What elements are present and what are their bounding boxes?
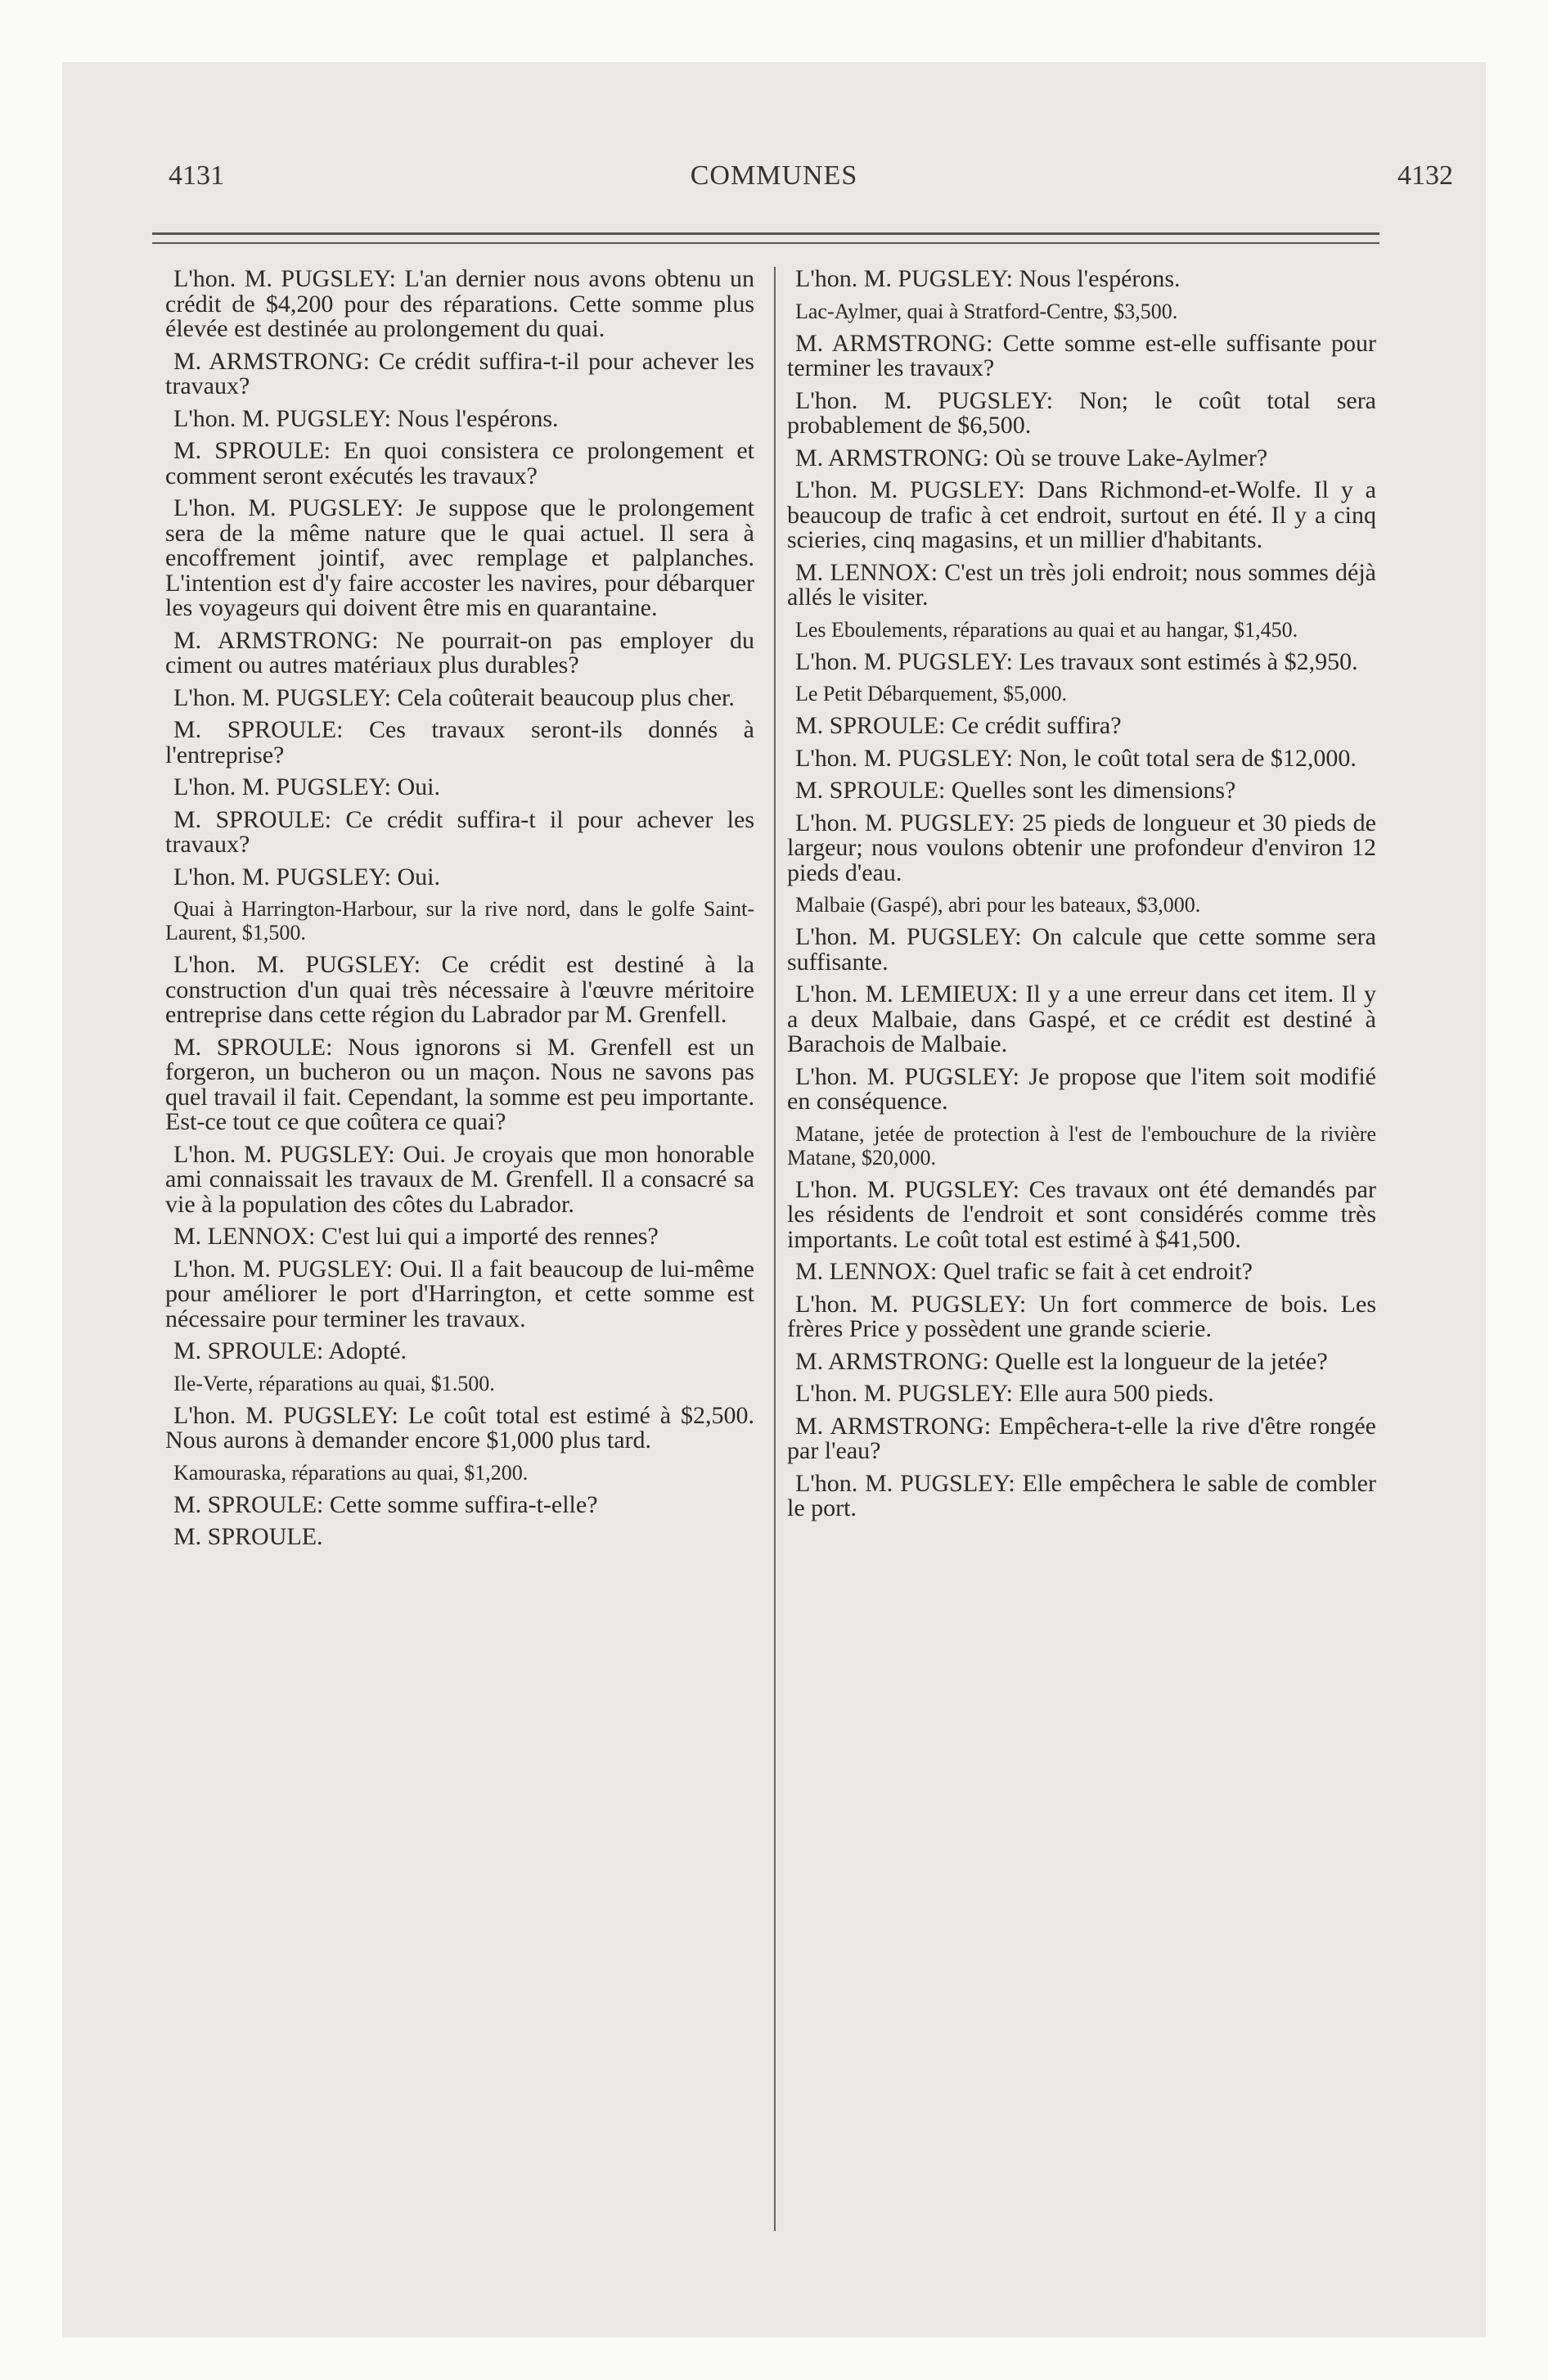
left-paragraph: L'hon. M. PUGSLEY: Le coût total est estimé à $2,500. Nous aurons à demander encore $1,000 plus tard. <box>165 1401 754 1454</box>
right-paragraph: L'hon. M. PUGSLEY: Dans Richmond-et-Wolfe. Il y a beaucoup de trafic à cet endroit, surtout en été. Il y a cinq scieries, cinq magasins, et un millier d'habitants. <box>787 476 1376 553</box>
left-paragraph: L'hon. M. PUGSLEY: L'an dernier nous avons obtenu un crédit de $4,200 pour des réparations. Cette somme plus élevée est destinée au prolongement du quai. <box>165 265 754 342</box>
right-budget-item: Malbaie (Gaspé), abri pour les bateaux, $3,000. <box>795 893 1201 917</box>
running-title: COMMUNES <box>690 160 858 191</box>
page-number-right: 4132 <box>1397 160 1453 191</box>
right-paragraph: L'hon. M. PUGSLEY: 25 pieds de longueur et 30 pieds de largeur; nous voulons obtenir une profondeur d'environ 12 pieds d'eau. <box>787 809 1376 886</box>
right-paragraph: M. LENNOX: Quel trafic se fait à cet endroit? <box>795 1258 1253 1285</box>
right-budget-item: Le Petit Débarquement, $5,000. <box>795 682 1068 705</box>
page-number-left: 4131 <box>169 160 224 191</box>
right-paragraph: L'hon. M. PUGSLEY: Elle aura 500 pieds. <box>795 1380 1214 1407</box>
left-paragraph: L'hon. M. PUGSLEY: Oui. Je croyais que mon honorable ami connaissait les travaux de M. Grenfell. Il a consacré sa vie à la population des côtes du Labrador. <box>165 1140 754 1218</box>
left-paragraph: L'hon. M. PUGSLEY: Ce crédit est destiné à la construction d'un quai très nécessaire à l'œuvre méritoire entreprise dans cette région du Labrador par M. Grenfell. <box>165 951 754 1028</box>
right-budget-item: Lac-Aylmer, quai à Stratford-Centre, $3,500. <box>795 299 1178 323</box>
right-paragraph: L'hon. M. LEMIEUX: Il y a une erreur dans cet item. Il y a deux Malbaie, dans Gaspé, et ce crédit est destiné à Barachois de Malbaie. <box>787 980 1376 1057</box>
column-divider <box>774 267 776 2231</box>
left-budget-item: Kamouraska, réparations au quai, $1,200. <box>173 1460 529 1485</box>
right-budget-item: Matane, jetée de protection à l'est de l'embouchure de la rivière Matane, $20,000. <box>787 1121 1376 1170</box>
left-paragraph: M. SPROULE: Adopté. <box>173 1337 407 1364</box>
right-paragraph: M. SPROULE: Ce crédit suffira? <box>795 712 1122 739</box>
right-paragraph: M. SPROULE: Quelles sont les dimensions? <box>795 777 1236 804</box>
left-paragraph: M. SPROULE: En quoi consistera ce prolongement et comment seront exécutés les travaux? <box>165 437 754 489</box>
left-paragraph: M. ARMSTRONG: Ne pourrait-on pas employer du ciment ou autres matériaux plus durables? <box>165 626 754 678</box>
right-paragraph: M. ARMSTRONG: Où se trouve Lake-Aylmer? <box>795 444 1268 471</box>
right-paragraph: L'hon. M. PUGSLEY: Je propose que l'item soit modifié en conséquence. <box>787 1062 1376 1115</box>
header-rule-top <box>152 232 1379 235</box>
left-paragraph: M. SPROULE: Cette somme suffira-t-elle? <box>173 1490 598 1518</box>
page-sheet <box>62 62 1486 2337</box>
left-paragraph: L'hon. M. PUGSLEY: Nous l'espérons. <box>173 404 559 432</box>
left-paragraph: M. SPROULE: Ces travaux seront-ils donnés à l'entreprise? <box>165 716 754 769</box>
right-paragraph: L'hon. M. PUGSLEY: Les travaux sont estimés à $2,950. <box>795 647 1358 675</box>
right-paragraph: L'hon. M. PUGSLEY: Un fort commerce de bois. Les frères Price y possèdent une grande scierie. <box>787 1290 1376 1342</box>
left-paragraph: M. SPROULE. <box>173 1523 323 1550</box>
right-paragraph: M. ARMSTRONG: Quelle est la longueur de la jetée? <box>795 1347 1328 1375</box>
left-paragraph: L'hon. M. PUGSLEY: Cela coûterait beaucoup plus cher. <box>173 683 735 711</box>
left-paragraph: L'hon. M. PUGSLEY: Je suppose que le prolongement sera de la même nature que le quai actuel. Il sera à encoffrement jointif, avec remplage et palplanches. L'intention est d'y faire accoster les navires, pour débarquer les voyageurs qui doivent être mis en quarantaine. <box>165 494 754 621</box>
right-paragraph: M. ARMSTRONG: Cette somme est-elle suffisante pour terminer les travaux? <box>787 329 1376 381</box>
left-budget-item: Ile-Verte, réparations au quai, $1.500. <box>173 1371 495 1395</box>
right-budget-item: Les Eboulements, réparations au quai et au hangar, $1,450. <box>795 617 1298 642</box>
right-paragraph: L'hon. M. PUGSLEY: Elle empêchera le sable de combler le port. <box>787 1469 1376 1521</box>
right-paragraph: L'hon. M. PUGSLEY: Ces travaux ont été demandés par les résidents de l'endroit et sont considérés comme très importants. Le coût total est estimé à $41,500. <box>787 1175 1376 1253</box>
left-paragraph: L'hon. M. PUGSLEY: Oui. <box>173 863 441 890</box>
right-paragraph: L'hon. M. PUGSLEY: Non; le coût total sera probablement de $6,500. <box>787 386 1376 439</box>
left-paragraph: M. SPROULE: Ce crédit suffira-t il pour achever les travaux? <box>165 805 754 858</box>
left-paragraph: M. ARMSTRONG: Ce crédit suffira-t-il pour achever les travaux? <box>165 347 754 399</box>
right-paragraph: L'hon. M. PUGSLEY: Non, le coût total sera de $12,000. <box>795 744 1357 772</box>
right-paragraph: M. ARMSTRONG: Empêchera-t-elle la rive d'être rongée par l'eau? <box>787 1412 1376 1464</box>
page-header <box>62 160 1486 210</box>
header-rule-bottom <box>152 242 1379 244</box>
right-paragraph: L'hon. M. PUGSLEY: On calcule que cette somme sera suffisante. <box>787 923 1376 976</box>
left-paragraph: L'hon. M. PUGSLEY: Oui. Il a fait beaucoup de lui-même pour améliorer le port d'Harrington, et cette somme est nécessaire pour terminer les travaux. <box>165 1255 754 1332</box>
left-budget-item: Quai à Harrington-Harbour, sur la rive nord, dans le golfe Saint-Laurent, $1,500. <box>165 897 754 944</box>
left-paragraph: M. SPROULE: Nous ignorons si M. Grenfell est un forgeron, un bucheron ou un maçon. Nous ne savons pas quel travail il fait. Cependant, la somme est peu importante. Est-ce tout ce que coûtera ce quai? <box>165 1033 754 1135</box>
right-paragraph: M. LENNOX: C'est un très joli endroit; nous sommes déjà allés le visiter. <box>787 558 1376 611</box>
left-paragraph: M. LENNOX: C'est lui qui a importé des rennes? <box>173 1223 659 1250</box>
left-paragraph: L'hon. M. PUGSLEY: Oui. <box>173 773 441 800</box>
right-column <box>787 267 1376 1529</box>
left-column <box>165 267 754 1557</box>
right-paragraph: L'hon. M. PUGSLEY: Nous l'espérons. <box>795 265 1181 292</box>
